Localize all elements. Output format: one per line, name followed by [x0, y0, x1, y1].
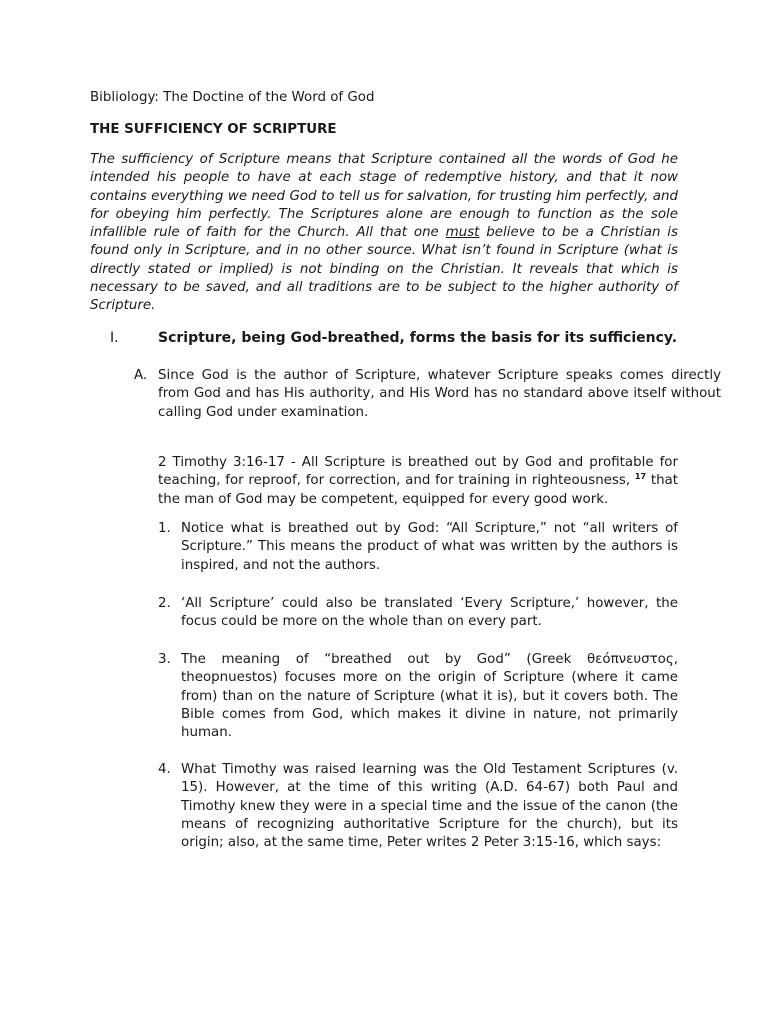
outline-point-number: I.	[110, 330, 119, 346]
scripture-quote	[158, 454, 678, 509]
verse-marker: 17	[634, 472, 647, 482]
list-item-text: The meaning of “breathed out by God” (Greek θεόπνευστος, theopnuestos) focuses more on the origin of Scripture (where it came from) than on the nature of Scripture (what it is), but it covers both. The Bible comes from God, which makes it divine in nature, not primarily human.	[181, 652, 678, 741]
subpoint-text: Since God is the author of Scripture, whatever Scripture speaks comes directly from God and has His authority, and His Word has no standard above itself without calling God under examination.	[158, 368, 721, 420]
list-item-number: 2.	[158, 596, 171, 611]
definition-text-end: believe to be a Christian is found only in Scripture, and in no other source. What isn’t found in Scripture (what is directly stated or implied) is not binding on the Christian. It reveals that which is necessary to be saved, and all traditions are to be subject to the higher authority of Scripture.	[90, 225, 678, 314]
list-item-number: 3.	[158, 652, 171, 667]
list-item-text: What Timothy was raised learning was the Old Testament Scriptures (v. 15). However, at the time of this writing (A.D. 64-67) both Paul and Timothy knew they were in a special time and the issue of the canon (the means of recognizing authoritative Scripture for the church), but its origin; also, at the same time, Peter writes 2 Peter 3:15-16, which says:	[181, 762, 678, 851]
list-item-text: ‘All Scripture’ could also be translated ‘Every Scripture,’ however, the focus could be more on the whole than on every part.	[181, 596, 678, 630]
definition-emphasis: must	[445, 225, 480, 241]
scripture-quote-text: 2 Timothy 3:16-17 - All Scripture is breathed out by God and profitable for teaching, for reproof, for correction, and for training in righteousness,	[158, 455, 678, 489]
list-item-text: Notice what is breathed out by God: “All Scripture,” not “all writers of Scripture.” This means the product of what was written by the authors is inspired, and not the authors.	[181, 521, 678, 573]
definition-paragraph	[90, 151, 678, 316]
section-heading: THE SUFFICIENCY OF SCRIPTURE	[90, 122, 337, 137]
outline-point-heading: Scripture, being God-breathed, forms the basis for its sufficiency.	[158, 330, 678, 346]
document-title: Bibliology: The Doctine of the Word of God	[90, 90, 375, 105]
scripture-quote-continuation: that the man of God may be competent, equipped for every good work.	[158, 473, 679, 507]
definition-text-start: The sufficiency of Scripture means that Scripture contained all the words of God he intended his people to have at each stage of redemptive history, and that it now contains everything we need God to tell us for salvation, for trusting him perfectly, and for obeying him perfectly. The Scriptures alone are enough to function as the sole infallible rule of faith for the Church. All that one	[90, 152, 678, 241]
subpoint-label: A.	[134, 368, 148, 383]
list-item-number: 4.	[158, 762, 171, 777]
list-item-number: 1.	[158, 521, 171, 536]
